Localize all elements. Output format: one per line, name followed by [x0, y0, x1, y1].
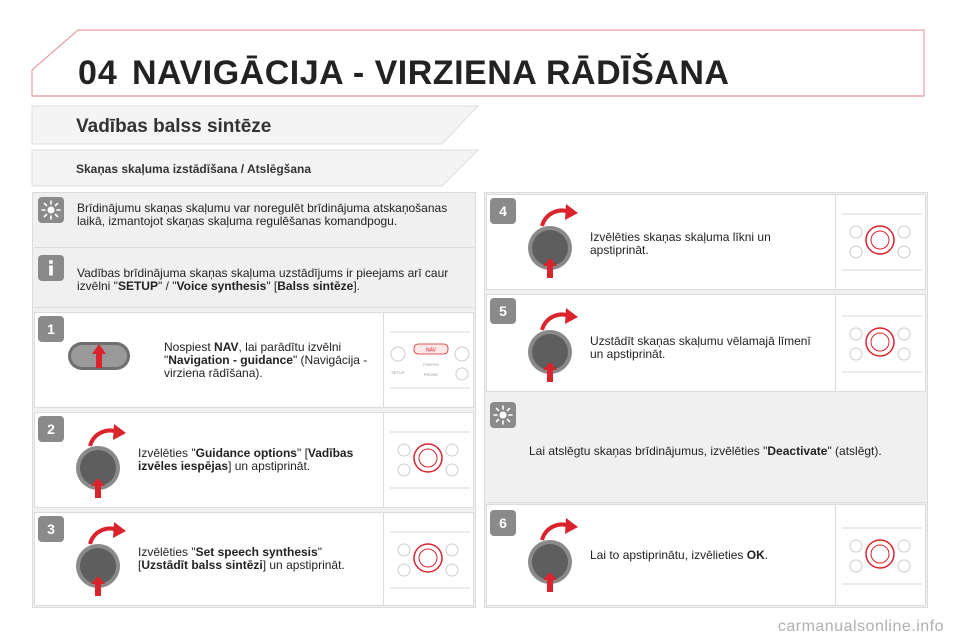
nav-button-icon [66, 338, 132, 374]
ok-label: OK [746, 548, 765, 562]
console-thumbnail [840, 208, 924, 274]
step-badge-2: 2 [38, 416, 64, 442]
divider [383, 412, 384, 508]
rotary-knob-icon [520, 514, 584, 594]
console-thumbnail [840, 310, 924, 376]
chapter-title: NAVIGĀCIJA - VIRZIENA RĀDĪŠANA [132, 54, 730, 92]
subsection-title: Skaņas skaļuma izstādīšana / Atslēgšana [76, 162, 312, 176]
step-badge-6: 6 [490, 510, 516, 536]
info-text-1: Vadības brīdinājuma skaņas skaļuma uzstādījums ir pieejams arī caur izvēlni "SETUP" / "Voice synthesis" [Balss sintēze]. [77, 266, 449, 293]
lightbulb-icon [38, 197, 64, 223]
section-title: Vadības balss sintēze [76, 116, 272, 137]
chapter-number: 04 [78, 54, 118, 92]
deactivate-label: Deactivate [767, 444, 828, 458]
console-thumbnail [388, 328, 472, 392]
step-text-1: Nospiest NAV, lai parādītu izvēlni "Navigation - guidance" (Navigācija - virziena rādīšana). [164, 340, 368, 380]
set-speech-synthesis-label: Set speech synthesis [195, 545, 318, 559]
console-thumbnail [388, 426, 472, 492]
divider [383, 312, 384, 408]
step-badge-3: 3 [38, 516, 64, 542]
tip-text-1: Brīdinājumu skaņas skaļumu var noregulēt brīdinājuma atskaņošanas laikā, izmantojot skaņas skaļuma regulēšanas komandpogu. [77, 201, 448, 228]
navigation-guidance-label: Navigation - guidance [168, 353, 293, 367]
watermark: carmanualsonline.info [777, 618, 944, 635]
thumb-traffic-text: TRAFFIC [422, 362, 440, 367]
step-badge-4: 4 [490, 198, 516, 224]
tip-text-2: Lai atslēgtu skaņas brīdinājumus, izvēlēties "Deactivate" (atslēgt). [529, 444, 882, 458]
nav-label: NAV [214, 340, 239, 354]
voice-synthesis-label: Voice synthesis [176, 279, 267, 293]
thumb-setup-text: SETUP [391, 370, 405, 375]
step-text-3: Izvēlēties "Set speech synthesis" [Uzstādīt balss sintēzi] un apstiprināt. [138, 545, 345, 572]
console-thumbnail [840, 522, 924, 588]
rotary-knob-icon [520, 304, 584, 384]
divider [835, 194, 836, 290]
lightbulb-icon [490, 402, 516, 428]
thumb-phone-text: PHONE [423, 372, 439, 377]
rotary-knob-icon [68, 518, 132, 598]
step-text-4: Izvēlēties skaņas skaļuma līkni un apstiprināt. [590, 230, 771, 257]
step-badge-1: 1 [38, 316, 64, 342]
step-text-2: Izvēlēties "Guidance options" [Vadības izvēles iespējas] un apstiprināt. [138, 446, 354, 473]
step-text-5: Uzstādīt skaņas skaļumu vēlamajā līmenī un apstiprināt. [590, 334, 811, 361]
balss-sinteze-label: Balss sintēze [277, 279, 354, 293]
step-text-6: Lai to apstiprinātu, izvēlieties OK. [590, 548, 769, 562]
console-thumbnail [388, 526, 472, 592]
thumb-nav-text: NAV [426, 347, 436, 354]
divider [835, 504, 836, 606]
rotary-knob-icon [68, 420, 132, 500]
guidance-options-label: Guidance options [195, 446, 297, 460]
info-icon [38, 255, 64, 281]
setup-label: SETUP [117, 279, 158, 293]
vadibas-izveles-label: Vadības izvēles iespējas [138, 446, 354, 473]
uzstadit-balss-label: Uzstādīt balss sintēzi [141, 558, 263, 572]
divider [835, 294, 836, 392]
step-badge-5: 5 [490, 298, 516, 324]
rotary-knob-icon [520, 200, 584, 280]
divider [383, 512, 384, 606]
